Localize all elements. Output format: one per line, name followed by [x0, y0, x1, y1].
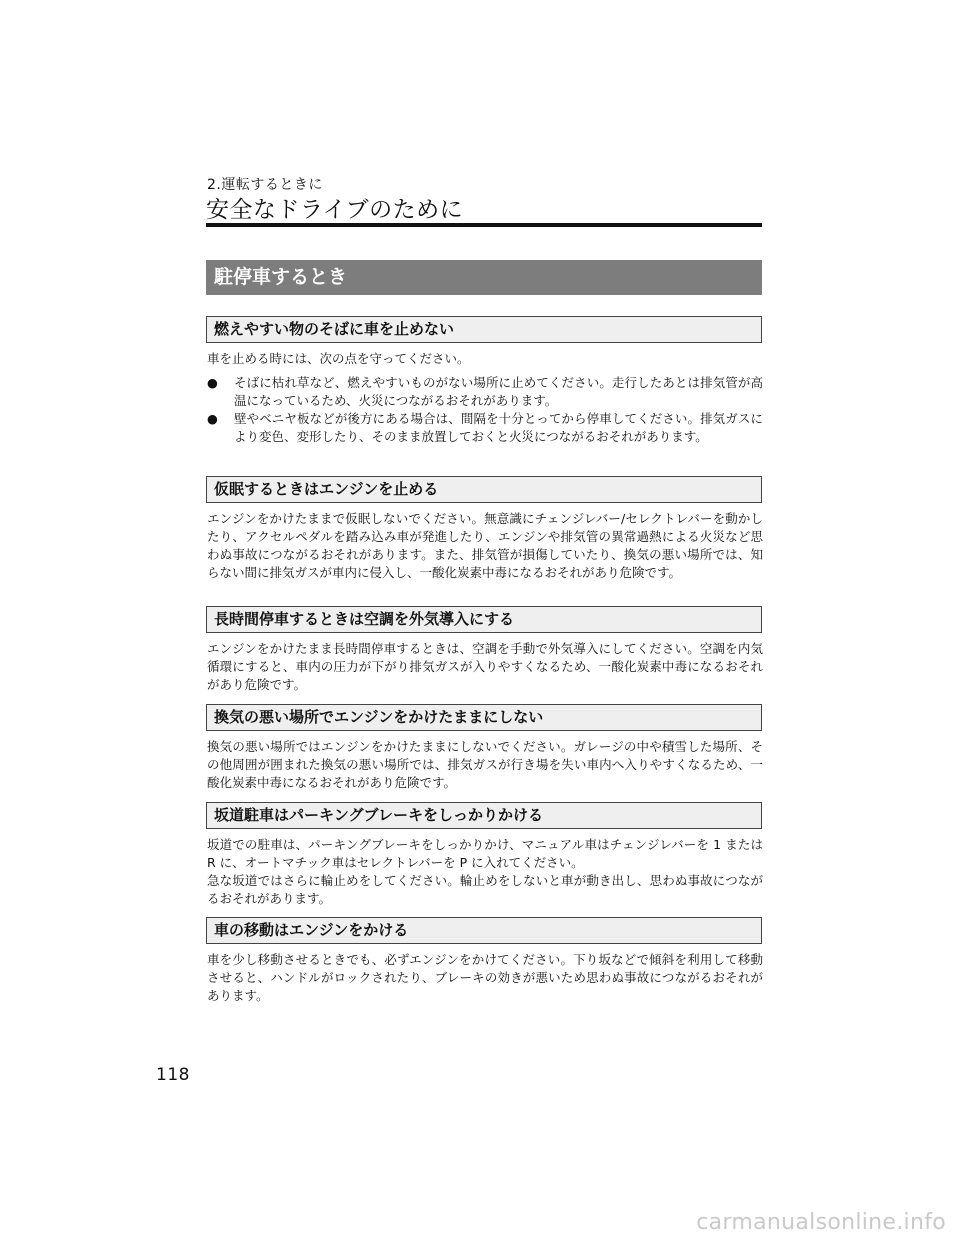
- subsection-heading-slope-parking: 坂道駐車はパーキングブレーキをしっかりかける: [206, 802, 762, 829]
- list-item-text: 壁やベニヤ板などが後方にある場合は、間隔を十分とってから停車してください。排気ガスにより変色、変形したり、そのまま放置しておくと火災につながるおそれがあります。: [234, 411, 763, 444]
- title-rule: [206, 223, 762, 227]
- watermark: carmanualsonline.info: [696, 1210, 946, 1235]
- subsection-body: 車を少し移動させるときでも、必ずエンジンをかけてください。下り坂などで傾斜を利用して移動させると、ハンドルがロックされたり、ブレーキの効きが悪いため思わぬ事故につながるおそれがあります。: [207, 952, 763, 1003]
- list-item-text: そばに枯れ草など、燃えやすいものがない場所に止めてください。走行したあとは排気管が高温になっているため、火災につながるおそれがあります。: [234, 375, 763, 408]
- page-number: 118: [156, 1065, 190, 1085]
- subsection-body: エンジンをかけたまま長時間停車するときは、空調を手動で外気導入にしてください。空調を内気循環にすると、車内の圧力が下がり排気ガスが入りやすくなるため、一酸化炭素中毒になるおそれがあり危険です。: [207, 641, 763, 692]
- subsection-heading-ventilation-mode: 長時間停車するときは空調を外気導入にする: [206, 606, 762, 633]
- subsection-heading-poor-ventilation: 換気の悪い場所でエンジンをかけたままにしない: [206, 704, 762, 731]
- chapter-label: 2.運転するときに: [207, 177, 323, 193]
- bullet-icon: ●: [207, 411, 218, 426]
- list-item: [207, 374, 763, 410]
- list-item: [207, 410, 763, 446]
- subsection-body: 坂道での駐車は、パーキングブレーキをしっかりかけ、マニュアル車はチェンジレバーを 1 または R に、オートマチック車はセレクトレバーを P に入れてください。: [207, 837, 763, 870]
- subsection-intro: 車を止める時には、次の点を守ってください。: [207, 351, 470, 366]
- subsection-body: エンジンをかけたままで仮眠しないでください。無意識にチェンジレバー/セレクトレバーを動かしたり、アクセルペダルを踏み込み車が発進したり、エンジンや排気管の異常過熱による火災など思わぬ事故につながるおそれがあります。また、排気管が損傷していたり、換気の悪い場所では、知らない間に排気ガスが車内に侵入し、一酸化炭素中毒になるおそれがあり危険です。: [207, 511, 763, 580]
- page-title: 安全なドライブのために: [206, 197, 464, 223]
- subsection-heading-nap: 仮眠するときはエンジンを止める: [206, 476, 762, 503]
- subsection-body: 急な坂道ではさらに輪止めをしてください。輪止めをしないと車が動き出し、思わぬ事故につながるおそれがあります。: [207, 873, 763, 906]
- section-header: 駐停車するとき: [206, 260, 762, 295]
- bullet-icon: ●: [207, 375, 218, 390]
- subsection-heading-flammable: 燃えやすい物のそばに車を止めない: [206, 316, 762, 343]
- subsection-heading-moving-vehicle: 車の移動はエンジンをかける: [206, 917, 762, 944]
- subsection-body: 換気の悪い場所ではエンジンをかけたままにしないでください。ガレージの中や積雪した場所、その他周囲が囲まれた換気の悪い場所では、排気ガスが行き場を失い車内へ入りやすくなるため、一酸化炭素中毒になるおそれがあり危険です。: [207, 739, 763, 790]
